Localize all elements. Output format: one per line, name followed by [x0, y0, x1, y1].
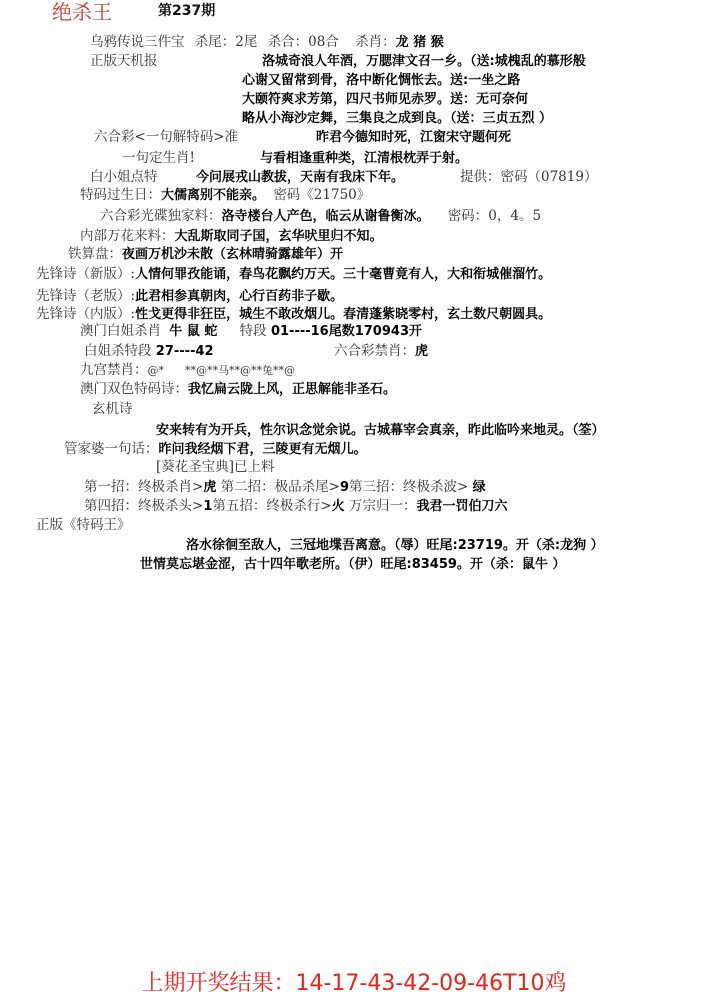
- guosheng-password: 密码《21750》: [273, 187, 371, 203]
- zhao-2-label: 第二招：极品杀尾>: [220, 479, 340, 495]
- liuhe-jinxiao-value: 虎: [415, 344, 429, 359]
- zhao-3-value: 绿: [472, 480, 486, 495]
- xuanji-label: 玄机诗: [92, 401, 133, 417]
- baijie-duan-label: 白姐杀特段: [84, 343, 152, 359]
- jiugong-row: [80, 361, 295, 380]
- wuya-kill-zodiac: 龙 猪 猴: [395, 35, 444, 50]
- last-draw-result: 上期开奖结果：14-17-43-42-09-46T10鸡: [141, 971, 567, 996]
- baodian-label: [葵花圣宝典]已上料: [156, 459, 275, 475]
- baijie-duan-value: 27----42: [155, 344, 214, 359]
- wuya-kill-zodiac-label: 杀肖：: [355, 34, 396, 50]
- zhao-4-value: 1: [203, 499, 213, 514]
- yiju-label: 一句定生肖!: [122, 150, 195, 166]
- baixiaojie-label: 白小姐点特: [90, 169, 158, 185]
- tianji-line-3: 大颐符爽求芳第，四尺书师见赤罗。送：无可奈何: [242, 92, 529, 107]
- issue-number: 第237期: [158, 3, 216, 19]
- tema-wang-label: 正版《特码王》: [36, 517, 131, 533]
- guanjia-text: 昨问我经烟下君，三陵更有无烟儿。: [158, 442, 367, 457]
- zhao-5-label: 第五招：终极杀行>: [212, 498, 332, 514]
- aomen-special-label: 特段: [239, 323, 267, 339]
- tianji-line-1: 洛城奇浪人年酒，万腮津文召一乡。（送:城槐乱的慕形般: [262, 54, 586, 69]
- zhao-1-value: 虎: [203, 480, 217, 495]
- wuya-label: 乌鸦传说三件宝: [90, 34, 185, 50]
- xianfeng-inner-label: 先锋诗（内版）:: [36, 306, 136, 322]
- jiugong-text: @* **@**马**@**兔**@: [147, 364, 295, 377]
- zhao-3-label: 第三招：终极杀波>: [348, 479, 469, 495]
- baixiaojie-text: 今问展戎山教拔，天南有我床下年。: [196, 170, 405, 185]
- liuhe-riddle-label: 六合彩<一句解特码>准: [94, 129, 239, 145]
- jiugong-label: 九宫禁肖：: [80, 362, 148, 378]
- wuya-row: [90, 33, 444, 52]
- tianji-line-2: 心谢又留常到骨，洛中断化惆怅去。送:一坐之路: [242, 73, 521, 88]
- tiesuan-text: 夜画万机沙未散（玄林晴骑露雄年）开: [122, 247, 344, 262]
- guanjia-row: [64, 440, 367, 459]
- guosheng-label: 特码过生日：: [80, 187, 161, 203]
- neibu-row: [80, 227, 383, 246]
- aomen-special-value: 01----16尾数170943开: [270, 324, 422, 339]
- baixiaojie-password: 密码（07819）: [500, 169, 598, 185]
- tema-wang-line-1: 洛水徐徊至敌人，三冠地堞吾离意。（辱）旺尾:23719。开（杀:龙狗 ）: [186, 538, 604, 553]
- tiesuan-row: [68, 245, 343, 264]
- shuangse-row: [80, 380, 396, 399]
- zhao-row-1: [84, 478, 486, 497]
- baijie-duan-row: [84, 342, 214, 361]
- xianfeng-old-label: 先锋诗（老版）:: [36, 288, 136, 304]
- zhao-6-value: 我君一罚伯刀六: [416, 499, 508, 514]
- wuya-kill-combo: 杀合：08合: [267, 34, 339, 50]
- guosheng-text: 大儒离别不能亲。: [161, 188, 266, 203]
- zhao-row-2: [84, 497, 508, 516]
- liuhe-riddle-text: 昨君今德知时死，江窗宋守题何死: [316, 130, 512, 145]
- xianfeng-inner-text: 性戈更得非狂臣，城生不敢改烟儿。春清蓬紫晓零村，玄土数尺朝圆具。: [135, 307, 552, 322]
- guangdie-password: 密码：0，4。5: [447, 208, 542, 224]
- zhao-4-label: 第四招：终极杀头>: [84, 498, 204, 514]
- xianfeng-new-label: 先锋诗（新版）:: [36, 266, 136, 282]
- wuya-kill-tail: 杀尾：2尾: [194, 34, 258, 50]
- neibu-label: 内部万花来料：: [80, 228, 175, 244]
- liuhe-jinxiao-label: 六合彩禁肖：: [334, 343, 415, 359]
- zhao-5-value: 火: [331, 499, 345, 514]
- tiesuan-label: 铁算盘：: [68, 246, 122, 262]
- tianji-label: 正版天机报: [90, 53, 158, 69]
- xianfeng-old-text: 此君相参真朝肉，心行百药非子歇。: [135, 289, 344, 304]
- baixiaojie-provide: [460, 168, 597, 187]
- shuangse-text: 我忆扁云陇上风，正思解能非圣石。: [188, 382, 397, 397]
- neibu-text: 大乱斯取同子国，玄华吠里归不知。: [174, 229, 383, 244]
- aomen-baijie-row: [80, 322, 422, 341]
- zhao-6-label: 万宗归一：: [348, 498, 417, 514]
- xianfeng-new-text: 人情何罪孜能诵，春鸟花飘约万天。三十毫曹竟有人，大和衔城催溜竹。: [135, 267, 552, 282]
- zhao-1-label: 第一招：终极杀肖>: [84, 479, 204, 495]
- tema-wang-line-2: 世情莫忘堪金涩，古十四年歌老所。（伊）旺尾:83459。开（杀：鼠牛 ）: [140, 557, 566, 572]
- shuangse-label: 澳门双色特码诗：: [80, 381, 188, 397]
- guangdie-label: 六合彩光碟独家料：: [100, 208, 222, 224]
- xianfeng-old-row: [36, 287, 343, 306]
- tianji-line-4: 略从小海沙定舞，三集良之成到良。（送：三贞五烈 ）: [242, 111, 553, 126]
- xuanji-text: 安来转有为开兵，性尔识念觉余说。古城幕宰会真亲，昨此临吟来地灵。（筌）: [156, 423, 605, 438]
- liuhe-jinxiao-row: [334, 342, 428, 361]
- brand-title: 绝杀王: [52, 0, 112, 24]
- guanjia-label: 管家婆一句话：: [64, 441, 159, 457]
- yiju-text: 与看相逢重种类，江清根枕弄于射。: [260, 151, 469, 166]
- guosheng-row: [80, 186, 370, 205]
- xianfeng-new-row: [36, 265, 551, 284]
- aomen-baijie-label: 澳门白姐杀肖: [80, 323, 161, 339]
- aomen-baijie-zodiacs: 牛 鼠 蛇: [169, 324, 218, 339]
- guangdie-row: [100, 207, 541, 226]
- provide-label: 提供：: [460, 169, 501, 185]
- zhao-2-value: 9: [339, 480, 349, 495]
- guangdie-text: 洛寺楼台人产色，临云从谢鲁衡冰。: [221, 209, 430, 224]
